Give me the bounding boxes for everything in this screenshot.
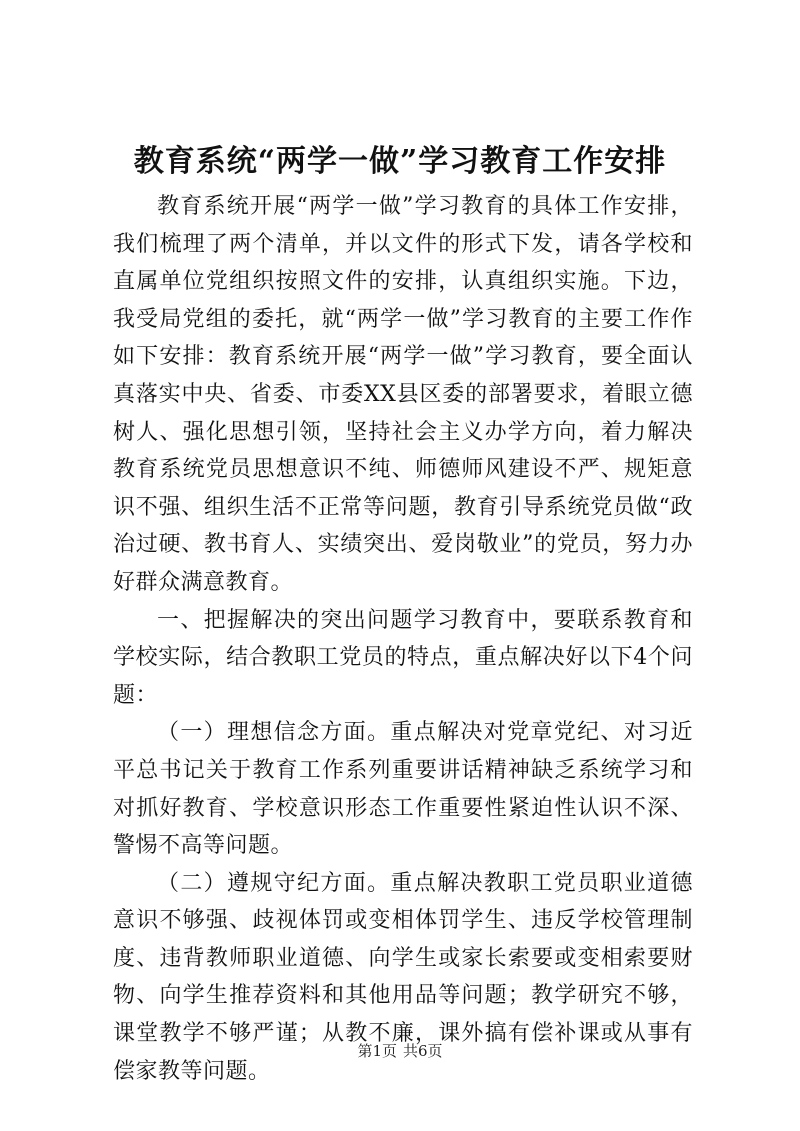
document-body (113, 188, 693, 1090)
page-total: 共6页 (403, 1042, 443, 1060)
paragraph-ideals-beliefs: （一）理想信念方面。重点解决对党章党纪、对习近平总书记关于教育工作系列重要讲话精神缺乏系统学习和对抓好教育、学校意识形态工作重要性紧迫性认识不深、警惕不高等问题。 (113, 720, 693, 859)
paragraph-discipline: （二）遵规守纪方面。重点解决教职工党员职业道德意识不够强、歧视体罚或变相体罚学生、违反学校管理制度、违背教师职业道德、向学生或家长索要或变相索要财物、向学生推荐资料和其他用品等问题；教学研究不够，课堂教学不够严谨；从教不廉，课外搞有偿补课或从事有偿家教等问题。 (113, 870, 693, 1084)
paragraph-section-one: 一、把握解决的突出问题学习教育中，要联系教育和学校实际，结合教职工党员的特点，重点解决好以下4个问题： (113, 607, 693, 708)
page-number: 第1页 (357, 1042, 397, 1060)
document-title: 教育系统“两学一做”学习教育工作安排 (133, 144, 667, 179)
page-footer (0, 1041, 800, 1061)
paragraph-intro: 教育系统开展“两学一做”学习教育的具体工作安排，我们梳理了两个清单，并以文件的形式下发，请各学校和直属单位党组织按照文件的安排，认真组织实施。下边，我受局党组的委托，就“两学一做”学习教育的主要工作作如下安排：教育系统开展“两学一做”学习教育，要全面认真落实中央、省委、市委XX县区委的部署要求，着眼立德树人、强化思想引领，坚持社会主义办学方向，着力解决教育系统党员思想意识不纯、师德师风建设不严、规矩意识不强、组织生活不正常等问题，教育引导系统党员做“政治过硬、教书育人、实绩突出、爱岗敬业”的党员，努力办好群众满意教育。 (113, 194, 693, 595)
